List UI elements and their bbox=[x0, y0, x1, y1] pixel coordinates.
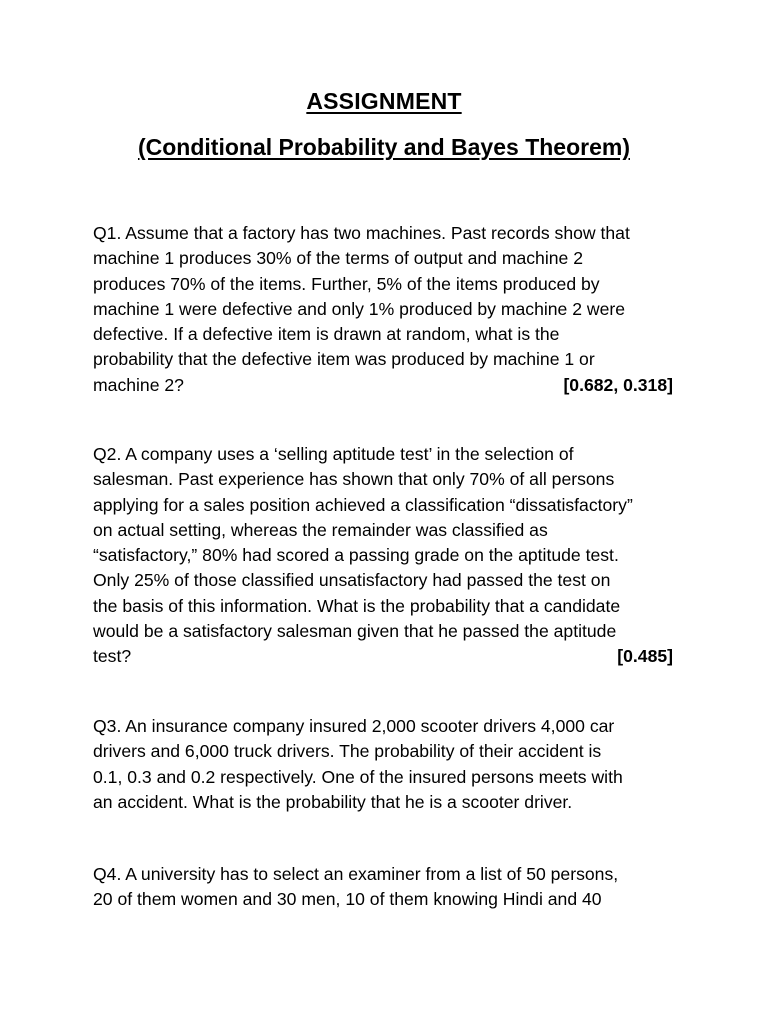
answer-key: [0.682, 0.318] bbox=[563, 374, 673, 395]
question-line: defective. If a defective item is drawn at random, what is the bbox=[93, 324, 560, 345]
question-line: probability that the defective item was produced by machine 1 or bbox=[93, 349, 595, 370]
question-3 bbox=[93, 714, 673, 815]
document-subtitle: (Conditional Probability and Bayes Theorem) bbox=[137, 134, 630, 160]
question-line: Q4. A university has to select an examiner from a list of 50 persons, bbox=[93, 864, 619, 884]
question-line: test? bbox=[93, 646, 132, 667]
question-line: Q2. A company uses a ‘selling aptitude test’ in the selection of bbox=[93, 444, 574, 464]
question-last-line bbox=[93, 644, 673, 669]
question-line: produces 70% of the items. Further, 5% of the items produced by bbox=[93, 273, 600, 294]
question-line: would be a satisfactory salesman given that he passed the aptitude bbox=[93, 621, 617, 642]
question-line: machine 2? bbox=[93, 374, 184, 395]
document-title: ASSIGNMENT bbox=[306, 88, 462, 114]
question-1 bbox=[93, 221, 673, 398]
question-line: Q3. An insurance company insured 2,000 scooter drivers 4,000 car bbox=[93, 716, 615, 736]
question-4 bbox=[93, 862, 673, 913]
question-line: the basis of this information. What is the probability that a candidate bbox=[93, 595, 621, 616]
question-line: “satisfactory,” 80% had scored a passing grade on the aptitude test. bbox=[93, 545, 619, 566]
question-line: Only 25% of those classified unsatisfactory had passed the test on bbox=[93, 570, 611, 591]
question-line: applying for a sales position achieved a classification “dissatisfactory” bbox=[93, 494, 633, 515]
question-line: machine 1 produces 30% of the terms of output and machine 2 bbox=[93, 248, 583, 269]
question-line: machine 1 were defective and only 1% produced by machine 2 were bbox=[93, 298, 626, 319]
question-line: 20 of them women and 30 men, 10 of them knowing Hindi and 40 bbox=[93, 889, 602, 910]
answer-key: [0.485] bbox=[617, 646, 673, 667]
question-line: 0.1, 0.3 and 0.2 respectively. One of the insured persons meets with bbox=[93, 766, 623, 787]
question-line: Q1. Assume that a factory has two machines. Past records show that bbox=[93, 223, 630, 243]
question-line: salesman. Past experience has shown that only 70% of all persons bbox=[93, 469, 615, 490]
question-line: drivers and 6,000 truck drivers. The probability of their accident is bbox=[93, 741, 602, 762]
question-2 bbox=[93, 442, 673, 670]
question-line: on actual setting, whereas the remainder was classified as bbox=[93, 519, 548, 540]
question-last-line bbox=[93, 373, 673, 398]
question-line: an accident. What is the probability that he is a scooter driver. bbox=[93, 791, 573, 812]
